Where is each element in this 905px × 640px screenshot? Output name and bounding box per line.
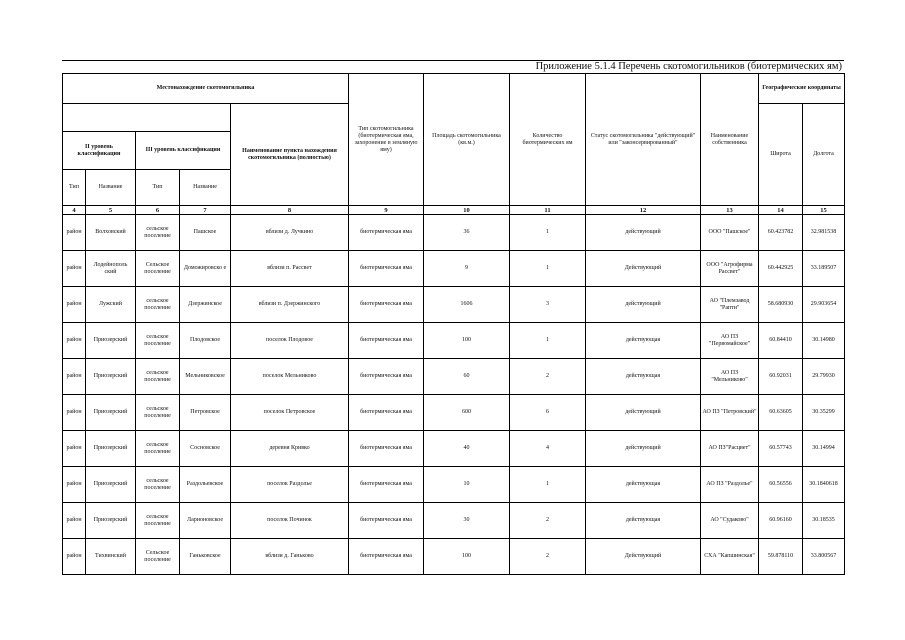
cell-burial-type: биотермическая яма — [349, 251, 424, 287]
header-geo: Географические координаты — [759, 74, 845, 104]
cell-burial-type: биотермическая яма — [349, 359, 424, 395]
cell-burial-type: биотермическая яма — [349, 503, 424, 539]
column-number: 14 — [759, 206, 803, 215]
column-number: 13 — [701, 206, 759, 215]
cell-district-type: район — [63, 539, 86, 575]
column-number: 9 — [349, 206, 424, 215]
cell-longitude: 30.18535 — [803, 503, 845, 539]
cell-longitude: 33.800567 — [803, 539, 845, 575]
cell-area: 30 — [424, 503, 510, 539]
cell-district-name: Приозерский — [86, 359, 136, 395]
cell-district-name: Лодейнополь ский — [86, 251, 136, 287]
column-number: 7 — [180, 206, 231, 215]
cell-pits-count: 1 — [510, 215, 586, 251]
cell-owner: АО ПЗ "Раздолье" — [701, 467, 759, 503]
cell-longitude: 30.14980 — [803, 323, 845, 359]
cell-owner: ООО "Агрофирма Рассвет" — [701, 251, 759, 287]
header-longitude: Долгота — [803, 104, 845, 206]
cell-area: 100 — [424, 323, 510, 359]
cell-area: 10 — [424, 467, 510, 503]
table-row — [63, 215, 845, 251]
cell-settlement-name: Петровское — [180, 395, 231, 431]
cell-status: Действующий — [586, 539, 701, 575]
cell-owner: СХА "Капшинская" — [701, 539, 759, 575]
column-number: 10 — [424, 206, 510, 215]
cell-settlement-type: Сельское поселение — [136, 539, 180, 575]
cell-latitude: 60.92031 — [759, 359, 803, 395]
cell-pits-count: 6 — [510, 395, 586, 431]
column-number: 5 — [86, 206, 136, 215]
cell-status: действующий — [586, 215, 701, 251]
cell-latitude: 60.442925 — [759, 251, 803, 287]
cell-district-type: район — [63, 359, 86, 395]
table-row — [63, 323, 845, 359]
table-row — [63, 251, 845, 287]
cell-location: вблизи п. Рассвет — [231, 251, 349, 287]
header-status: Статус скотомогильника "действующий" или "законсервированный" — [586, 74, 701, 206]
cell-location: поселок Раздолье — [231, 467, 349, 503]
cell-latitude: 60.96160 — [759, 503, 803, 539]
cell-longitude: 30.35299 — [803, 395, 845, 431]
cell-latitude: 59.878110 — [759, 539, 803, 575]
header-type: Тип скотомогильника (биотермическая яма, захоронение в земляную яму) — [349, 74, 424, 206]
cell-owner: АО ПЗ "Петровский" — [701, 395, 759, 431]
cell-owner: АО ПЗ "Мельниково" — [701, 359, 759, 395]
cell-settlement-type: сельское поселение — [136, 467, 180, 503]
cell-longitude: 32.981538 — [803, 215, 845, 251]
cell-settlement-type: сельское поселение — [136, 359, 180, 395]
cell-location: поселок Петровское — [231, 395, 349, 431]
cell-status: действующая — [586, 503, 701, 539]
cell-burial-type: биотермическая яма — [349, 431, 424, 467]
cell-burial-type: биотермическая яма — [349, 395, 424, 431]
cell-settlement-type: сельское поселение — [136, 287, 180, 323]
cell-pits-count: 2 — [510, 539, 586, 575]
cell-settlement-name: Плодовское — [180, 323, 231, 359]
header-level2: II уровень классификации — [63, 132, 136, 170]
cell-district-name: Приозерский — [86, 503, 136, 539]
header-level3: III уровень классификации — [136, 132, 231, 170]
table-row — [63, 395, 845, 431]
cell-location: вблизи д. Ганьково — [231, 539, 349, 575]
cell-pits-count: 2 — [510, 359, 586, 395]
cell-area: 100 — [424, 539, 510, 575]
header-area: Площадь скотомогильника (кв.м.) — [424, 74, 510, 206]
table-row — [63, 539, 845, 575]
header-settlement-name: Наименование пункта нахождения скотомогильника (полностью) — [231, 104, 349, 206]
cell-district-type: район — [63, 215, 86, 251]
cell-pits-count: 3 — [510, 287, 586, 323]
table-row — [63, 431, 845, 467]
column-number: 8 — [231, 206, 349, 215]
cell-settlement-name: Пашское — [180, 215, 231, 251]
cell-status: действующий — [586, 395, 701, 431]
cell-status: действующая — [586, 359, 701, 395]
table-row — [63, 503, 845, 539]
cell-settlement-name: Ганьковское — [180, 539, 231, 575]
header-sub-type: Тип — [63, 170, 86, 206]
cell-settlement-type: сельское поселение — [136, 395, 180, 431]
cell-longitude: 33.189507 — [803, 251, 845, 287]
header-pits-count: Количество биотермических ям — [510, 74, 586, 206]
cell-burial-type: биотермическая яма — [349, 467, 424, 503]
cell-owner: АО "Судаково" — [701, 503, 759, 539]
cell-pits-count: 4 — [510, 431, 586, 467]
cell-owner: АО ПЗ"Расцвет" — [701, 431, 759, 467]
cell-latitude: 60.423782 — [759, 215, 803, 251]
cell-area: 40 — [424, 431, 510, 467]
cell-district-type: район — [63, 431, 86, 467]
cell-district-name: Приозерский — [86, 467, 136, 503]
column-numbers-row — [63, 206, 845, 215]
cell-district-name: Приозерский — [86, 431, 136, 467]
column-number: 4 — [63, 206, 86, 215]
cell-longitude: 30.1840618 — [803, 467, 845, 503]
column-number: 15 — [803, 206, 845, 215]
table-row — [63, 287, 845, 323]
header-blank — [63, 104, 231, 132]
cell-area: 1606 — [424, 287, 510, 323]
cell-pits-count: 2 — [510, 503, 586, 539]
header-sub-name: Название — [86, 170, 136, 206]
cell-settlement-name: Доможировско е — [180, 251, 231, 287]
cell-status: действующий — [586, 431, 701, 467]
cell-location: поселок Починок — [231, 503, 349, 539]
cell-district-name: Лужский — [86, 287, 136, 323]
cell-district-type: район — [63, 251, 86, 287]
cell-settlement-type: сельское поселение — [136, 431, 180, 467]
cell-location: деревня Кривко — [231, 431, 349, 467]
table-row — [63, 467, 845, 503]
cell-latitude: 60.84410 — [759, 323, 803, 359]
cell-settlement-name: Раздольевское — [180, 467, 231, 503]
cell-owner: ООО "Пашское" — [701, 215, 759, 251]
cell-burial-type: биотермическая яма — [349, 287, 424, 323]
cell-settlement-name: Сосновское — [180, 431, 231, 467]
cell-latitude: 60.63605 — [759, 395, 803, 431]
cell-pits-count: 1 — [510, 323, 586, 359]
cell-burial-type: биотермическая яма — [349, 539, 424, 575]
cell-area: 36 — [424, 215, 510, 251]
header-location-group: Местонахождение скотомогильника — [63, 74, 349, 104]
cell-settlement-type: Сельское поселение — [136, 251, 180, 287]
cell-location: поселок Плодовое — [231, 323, 349, 359]
table-body — [63, 215, 845, 575]
cell-area: 600 — [424, 395, 510, 431]
cell-longitude: 29.903654 — [803, 287, 845, 323]
cell-location: вблизи п. Дзержинского — [231, 287, 349, 323]
cell-area: 9 — [424, 251, 510, 287]
cell-area: 60 — [424, 359, 510, 395]
cell-settlement-name: Мельниковское — [180, 359, 231, 395]
header-sub-type: Тип — [136, 170, 180, 206]
cell-district-type: район — [63, 323, 86, 359]
cell-district-type: район — [63, 503, 86, 539]
cell-longitude: 30.14994 — [803, 431, 845, 467]
cell-burial-type: биотермическая яма — [349, 215, 424, 251]
cell-latitude: 60.56556 — [759, 467, 803, 503]
cell-district-name: Тихвинский — [86, 539, 136, 575]
cell-status: Действующий — [586, 251, 701, 287]
header-sub-name: Название — [180, 170, 231, 206]
cell-pits-count: 1 — [510, 251, 586, 287]
table-row — [63, 359, 845, 395]
column-number: 12 — [586, 206, 701, 215]
cell-settlement-name: Ларионовское — [180, 503, 231, 539]
header-owner: Наименование собственника — [701, 74, 759, 206]
cell-latitude: 58.680930 — [759, 287, 803, 323]
cell-district-name: Волховский — [86, 215, 136, 251]
column-number: 11 — [510, 206, 586, 215]
cell-district-type: район — [63, 287, 86, 323]
cell-settlement-name: Дзержинское — [180, 287, 231, 323]
cell-burial-type: биотермическая яма — [349, 323, 424, 359]
cell-status: действующий — [586, 287, 701, 323]
cell-settlement-type: сельское поселение — [136, 215, 180, 251]
cell-latitude: 60.57743 — [759, 431, 803, 467]
cell-district-type: район — [63, 395, 86, 431]
cell-owner: АО ПЗ "Первомайское" — [701, 323, 759, 359]
cell-longitude: 29.79930 — [803, 359, 845, 395]
page-title: Приложение 5.1.4 Перечень скотомогильников (биотермических ям) — [535, 61, 842, 72]
column-number: 6 — [136, 206, 180, 215]
cell-location: поселок Мельниково — [231, 359, 349, 395]
cell-status: действующая — [586, 467, 701, 503]
cell-district-type: район — [63, 467, 86, 503]
cell-district-name: Приозерский — [86, 395, 136, 431]
cell-pits-count: 1 — [510, 467, 586, 503]
cell-settlement-type: сельское поселение — [136, 323, 180, 359]
cell-location: вблизи д. Лучкино — [231, 215, 349, 251]
cell-district-name: Приозерский — [86, 323, 136, 359]
cell-settlement-type: сельское поселение — [136, 503, 180, 539]
cell-owner: АО "Племзавод "Рапти" — [701, 287, 759, 323]
cell-status: действующая — [586, 323, 701, 359]
header-latitude: Широта — [759, 104, 803, 206]
livestock-burial-table — [62, 73, 845, 575]
